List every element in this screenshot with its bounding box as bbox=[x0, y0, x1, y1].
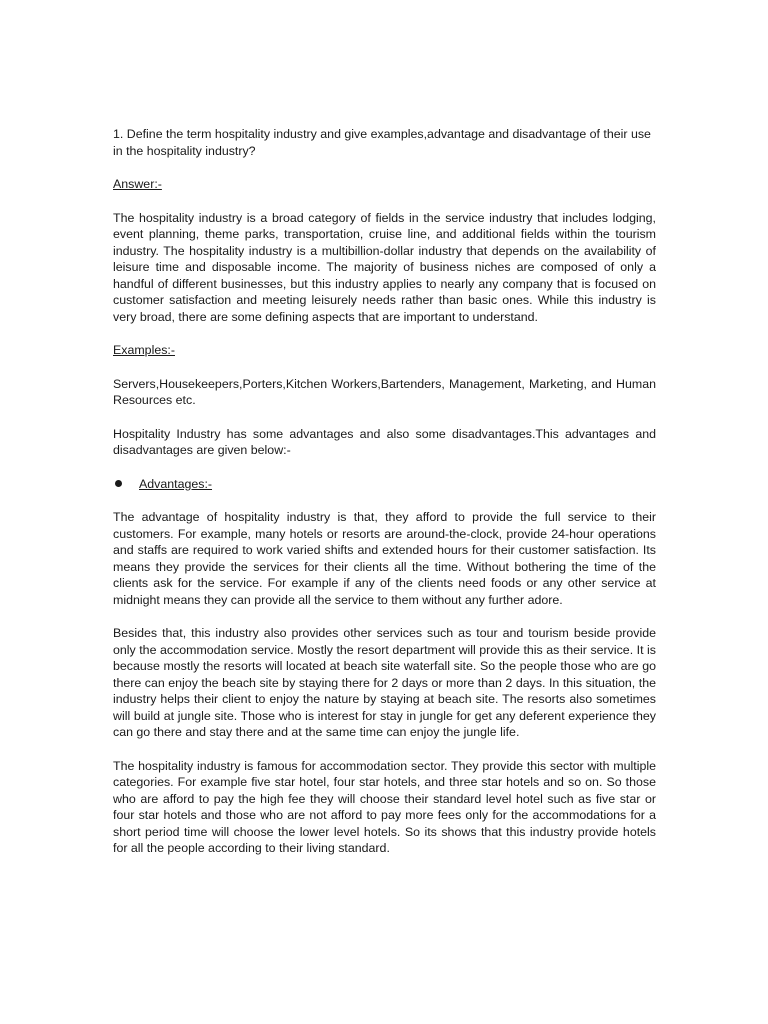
answer-heading: Answer:- bbox=[113, 177, 162, 191]
advantages-heading: Advantages:- bbox=[139, 476, 213, 491]
answer-paragraph: The hospitality industry is a broad category of fields in the service industry that includes lodging, event planning, theme parks, transportation, cruise line, and additional fields within the tourism industry. The hospitality industry is a multibillion-dollar industry that depends on the availability of leisure time and disposable income. The majority of business niches are composed of only a handful of different businesses, but this industry applies to nearly any company that is focused on customer satisfaction and meeting leisurely needs rather than basic ones. While this industry is very broad, there are some defining aspects that are important to understand. bbox=[113, 210, 656, 324]
document-page bbox=[113, 126, 656, 857]
intro-paragraph: Hospitality Industry has some advantages and also some disadvantages.This advantages and disadvantages are given below:- bbox=[113, 426, 656, 457]
advantages-bullet bbox=[113, 476, 656, 493]
advantage-paragraph-3: The hospitality industry is famous for accommodation sector. They provide this sector with multiple categories. For example five star hotel, four star hotels, and three star hotels and so on. So those who are afford to pay the high fee they will choose their standard level hotel such as five star or four star hotels and those who are not afford to pay more fees only for the accommodations for a short period time will choose the lower level hotels. So its shows that this industry provide hotels for all the people according to their living standard. bbox=[113, 758, 656, 855]
examples-paragraph: Servers,Housekeepers,Porters,Kitchen Workers,Bartenders, Management, Marketing, and Human Resources etc. bbox=[113, 376, 656, 407]
bullet-dot-icon bbox=[115, 480, 122, 487]
question-text: 1. Define the term hospitality industry and give examples,advantage and disadvantage of their use in the hospitality industry? bbox=[113, 127, 651, 158]
examples-heading: Examples:- bbox=[113, 343, 175, 357]
advantage-paragraph-2: Besides that, this industry also provides other services such as tour and tourism beside provide only the accommodation service. Mostly the resort department will provide this as their service. It is because mostly the resorts will located at beach site waterfall site. So the people those who are go there can enjoy the beach site by staying there for 2 days or more than 2 days. In this situation, the industry helps their client to enjoy the nature by staying at beach site. The resorts also sometimes will build at jungle site. Those who is interest for stay in jungle for get any deferent experience they can go there and stay there and at the same time can enjoy the jungle life. bbox=[113, 626, 656, 739]
advantage-paragraph-1: The advantage of hospitality industry is that, they afford to provide the full service to their customers. For example, many hotels or resorts are around-the-clock, provide 24-hour operations and staffs are required to work varied shifts and extended hours for their customer satisfaction. Its means they provide the services for their clients all the time. Without bothering the time of the clients ask for the service. For example if any of the clients need foods or any other service at midnight means they can provide all the service to them without any further adore. bbox=[113, 510, 656, 607]
